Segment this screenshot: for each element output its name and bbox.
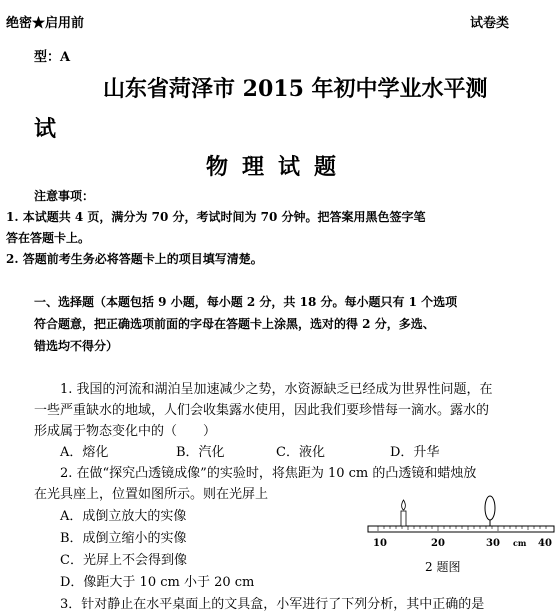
- q2-line2: 在光具座上，位置如图所示。则在光屏上: [34, 487, 269, 502]
- optical-bench-figure: [362, 494, 559, 554]
- section1-line1: 一、选择题（本题包括 9 小题，每小题 2 分，共 18 分。每小题只有 1 个选项: [34, 295, 458, 309]
- q2-option-b: B．成倒立缩小的实像: [60, 531, 187, 546]
- notes-item1-line2: 答在答题卡上。: [6, 231, 91, 245]
- paper-type-value: 型：A: [34, 50, 71, 65]
- figure-caption: 2 题图: [425, 560, 461, 574]
- exam-title-line1: 山东省菏泽市 2015 年初中学业水平测: [103, 76, 488, 102]
- q2-option-d: D．像距大于 10 cm 小于 20 cm: [60, 575, 255, 590]
- tick-label-30: 30: [486, 538, 500, 549]
- confidential-label: 绝密★启用前: [6, 16, 85, 31]
- tick-label-10: 10: [373, 538, 387, 549]
- notes-item2: 2. 答题前考生务必将答题卡上的项目填写清楚。: [6, 252, 263, 266]
- section1-line3: 错选均不得分）: [34, 339, 119, 353]
- q1-line3: 形成属于物态变化中的（ ）: [34, 424, 217, 439]
- candle-flame: [402, 500, 406, 510]
- q1-option-b: B．汽化: [176, 445, 225, 460]
- q1-option-a: A．熔化: [60, 445, 109, 460]
- subject-title: 物理试题: [206, 154, 351, 180]
- notes-item1-line1: 1. 本试题共 4 页，满分为 70 分，考试时间为 70 分钟。把答案用黑色签字笔: [6, 210, 426, 224]
- paper-type-label: 试卷类: [470, 16, 510, 31]
- convex-lens: [485, 496, 495, 520]
- q3-line1: 3．针对静止在水平桌面上的文具盒，小军进行了下列分析，其中正确的是: [60, 597, 485, 612]
- candle: [401, 511, 406, 526]
- q2-line1: 2. 在做“探究凸透镜成像”的实验时，将焦距为 10 cm 的凸透镜和蜡烛放: [60, 466, 477, 481]
- q1-option-d: D．升华: [390, 445, 440, 460]
- q1-option-c: C．液化: [276, 445, 325, 460]
- exam-title-line2: 试: [34, 116, 57, 142]
- q1-line1: 1. 我国的河流和湖泊呈加速减少之势，水资源缺乏已经成为世界性问题，在: [60, 382, 493, 397]
- tick-label-40: 40: [538, 538, 552, 549]
- section1-line2: 符合题意，把正确选项前面的字母在答题卡上涂黑，选对的得 2 分，多选、: [34, 317, 435, 331]
- q2-option-a: A．成倒立放大的实像: [60, 509, 187, 524]
- q2-option-c: C．光屏上不会得到像: [60, 553, 187, 568]
- q1-line2: 一些严重缺水的地域，人们会收集露水使用，因此我们要珍惜每一滴水。露水的: [34, 403, 490, 418]
- notes-heading: 注意事项：: [34, 189, 95, 203]
- tick-label-20: 20: [431, 538, 445, 549]
- tick-label-unit: cm: [513, 538, 527, 548]
